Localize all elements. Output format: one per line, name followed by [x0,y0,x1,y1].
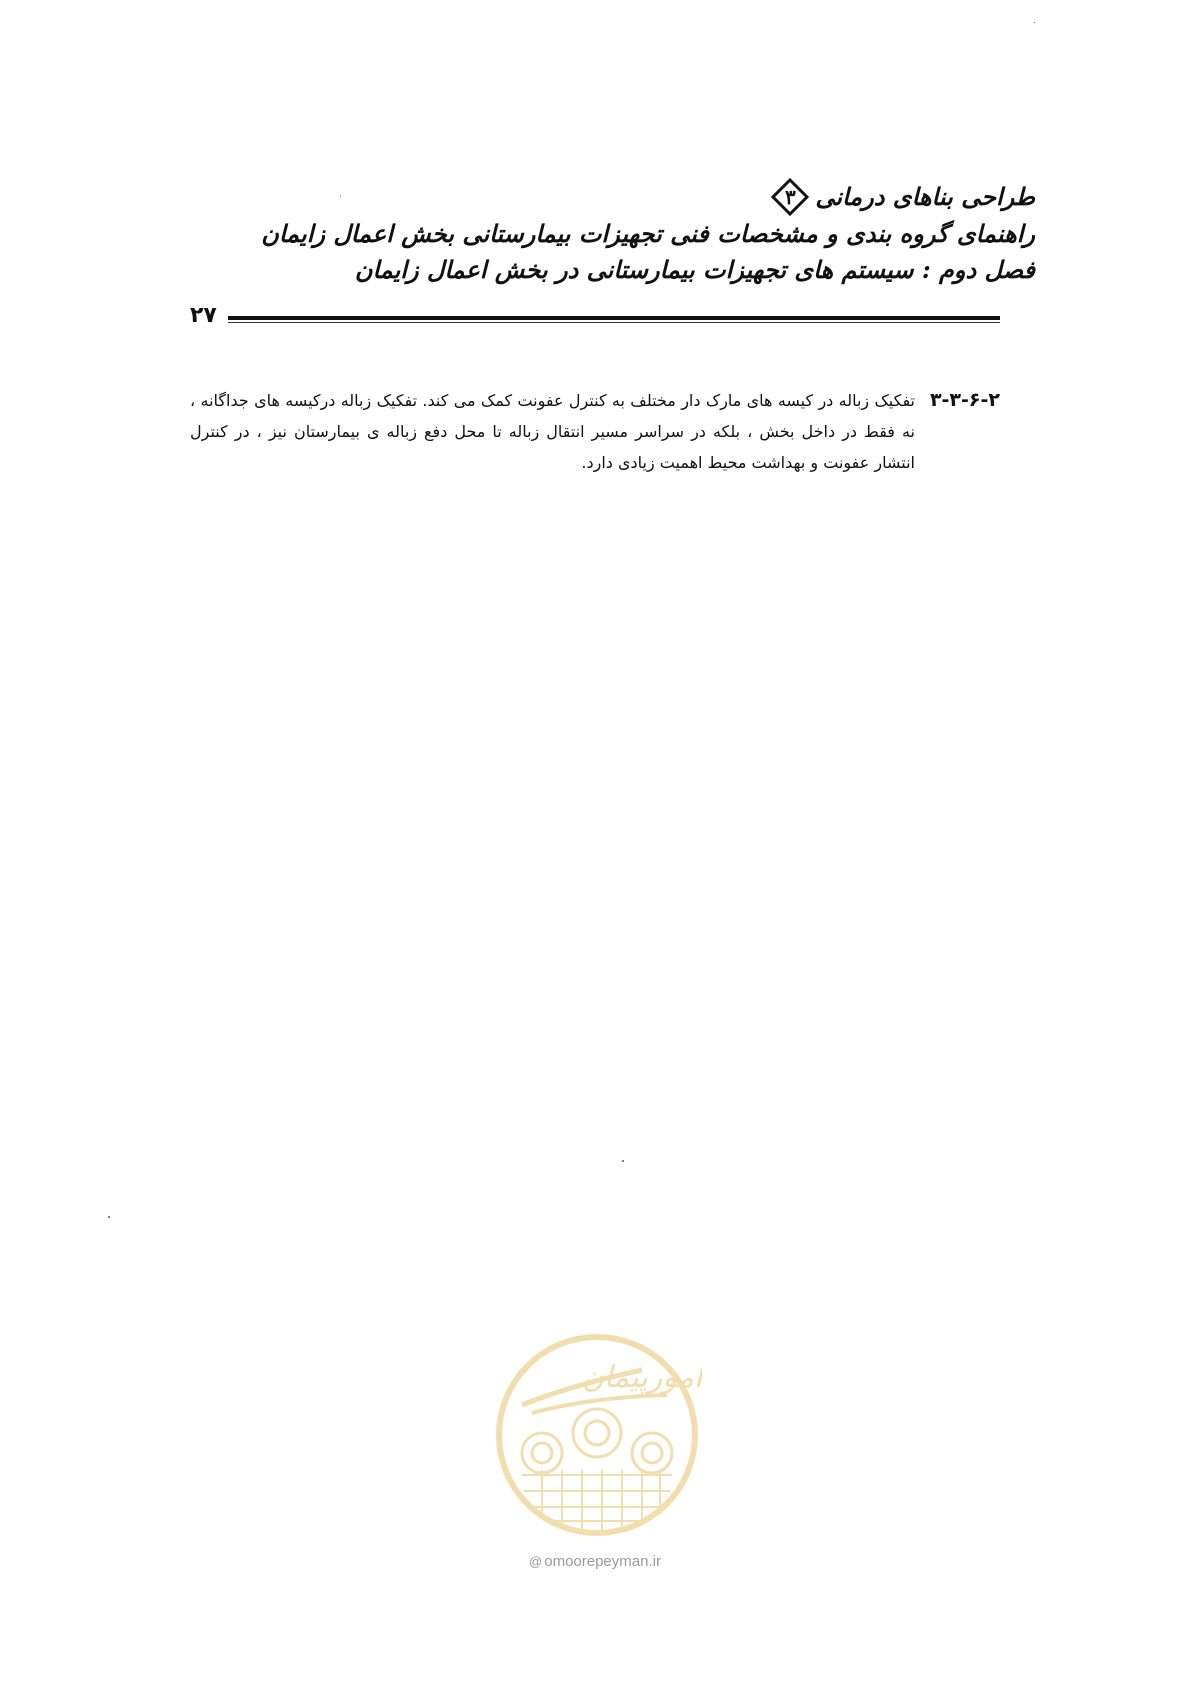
section-body-text: تفکیک زباله در کیسه های مارک دار مختلف به کنترل عفونت کمک می کند. تفکیک زباله درکیسه های جداگانه ، نه فقط در داخل بخش ، بلکه در سراسر مسیر انتقال زباله تا محل دفع زباله ی بیمارستان نیز ، در کنترل انتشار عفونت و بهداشت محیط اهمیت زیادی دارد. [190,391,915,472]
scan-speck [622,1160,624,1162]
divider-thick-line [228,316,1000,320]
header-divider [228,316,1000,323]
scan-speck [108,1216,110,1218]
scan-speck [340,196,341,197]
book-title: طراحی بناهای درمانی [815,182,1035,211]
divider-thin-line [228,322,1000,323]
scan-speck [1034,22,1035,23]
section-number: ۳-۳-۶-۲ [929,389,1000,411]
page-header [235,178,1035,288]
page-number: ۲۷ [190,303,217,328]
watermark-caption [480,1553,710,1570]
volume-badge-icon [771,178,809,216]
at-icon: @ [529,1554,543,1569]
guide-title: راهنمای گروه بندی و مشخصات فنی تجهیزات بیمارستانی بخش اعمال زایمان [261,219,1035,248]
watermark-url: omoorepeyman.ir [544,1553,661,1570]
header-rule-row [190,304,1000,330]
section-paragraph [190,385,1000,494]
svg-text:امورپیمان: امورپیمان [581,1360,702,1395]
omoorepeyman-logo [492,1325,702,1545]
chapter-title: فصل دوم : سیستم های تجهیزات بیمارستانی در بخش اعمال زایمان [354,255,1035,284]
volume-number: ۳ [784,185,796,209]
header-title-line [235,178,1035,216]
